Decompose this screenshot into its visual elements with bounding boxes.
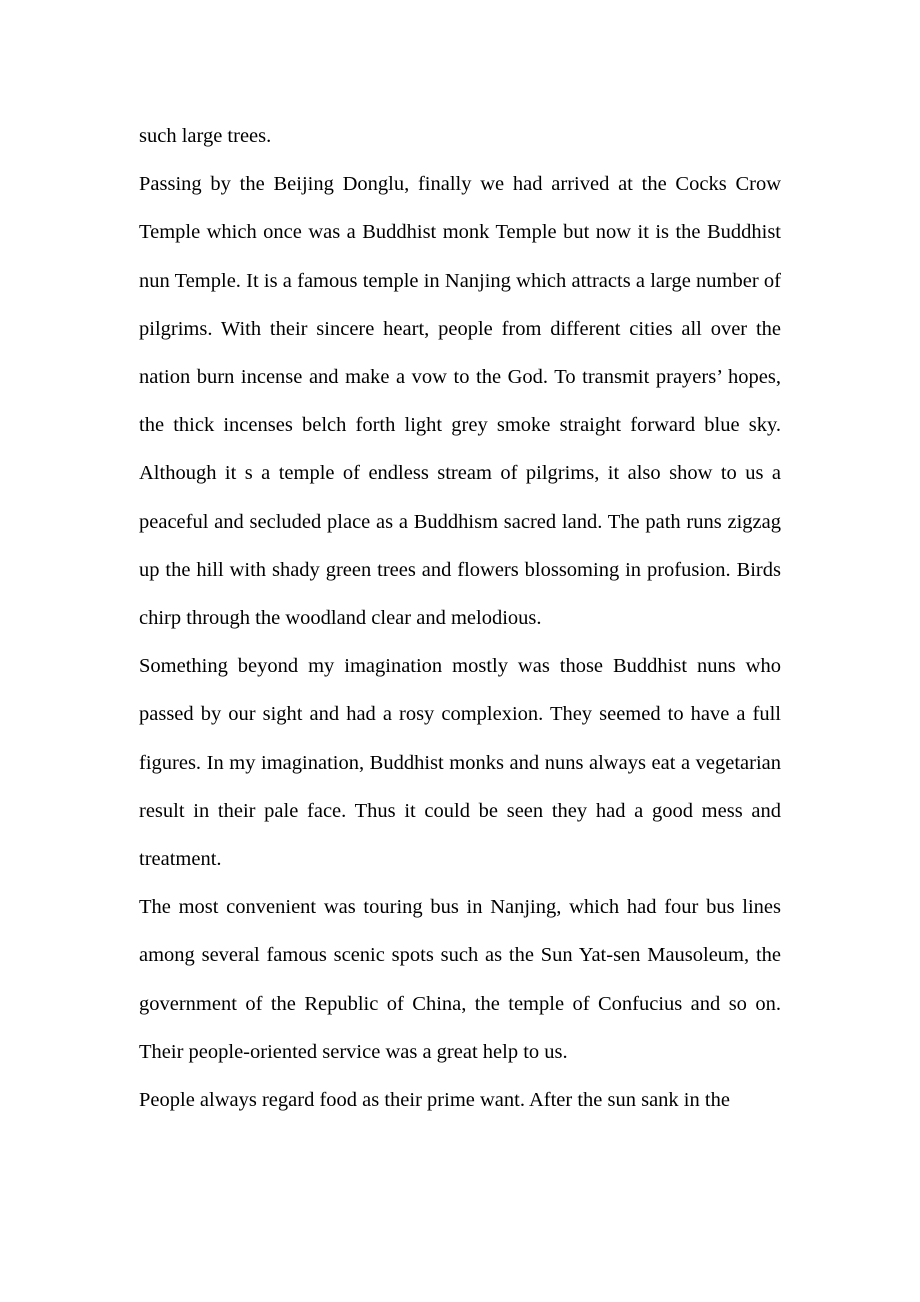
paragraph-cocks-crow-temple: Passing by the Beijing Donglu, finally we had arrived at the Cocks Crow Temple which once was a Buddhist monk Temple but now it is the Buddhist nun Temple. It is a famous temple in Nanjing which attracts a large number of pilgrims. With their sincere heart, people from different cities all over the nation burn incense and make a vow to the God. To transmit prayers’ hopes, the thick incenses belch forth light grey smoke straight forward blue sky. Although it s a temple of endless stream of pilgrims, it also show to us a peaceful and secluded place as a Buddhism sacred land. The path runs zigzag up the hill with shady green trees and flowers blossoming in profusion. Birds chirp through the woodland clear and melodious.	[139, 173, 781, 630]
paragraph-touring-bus: The most convenient was touring bus in Nanjing, which had four bus lines among several famous scenic spots such as the Sun Yat-sen Mausoleum, the government of the Republic of China, the temple of Confucius and so on. Their people-oriented service was a great help to us.	[139, 896, 781, 1063]
paragraph-food: People always regard food as their prime want. After the sun sank in the	[139, 1089, 730, 1112]
paragraph-trees-ending: such large trees.	[139, 125, 272, 147]
paragraph-buddhist-nuns: Something beyond my imagination mostly was those Buddhist nuns who passed by our sight and had a rosy complexion. They seemed to have a full figures. In my imagination, Buddhist monks and nuns always eat a vegetarian result in their pale face. Thus it could be seen they had a good mess and treatment.	[139, 655, 781, 871]
document-body	[139, 112, 781, 1124]
